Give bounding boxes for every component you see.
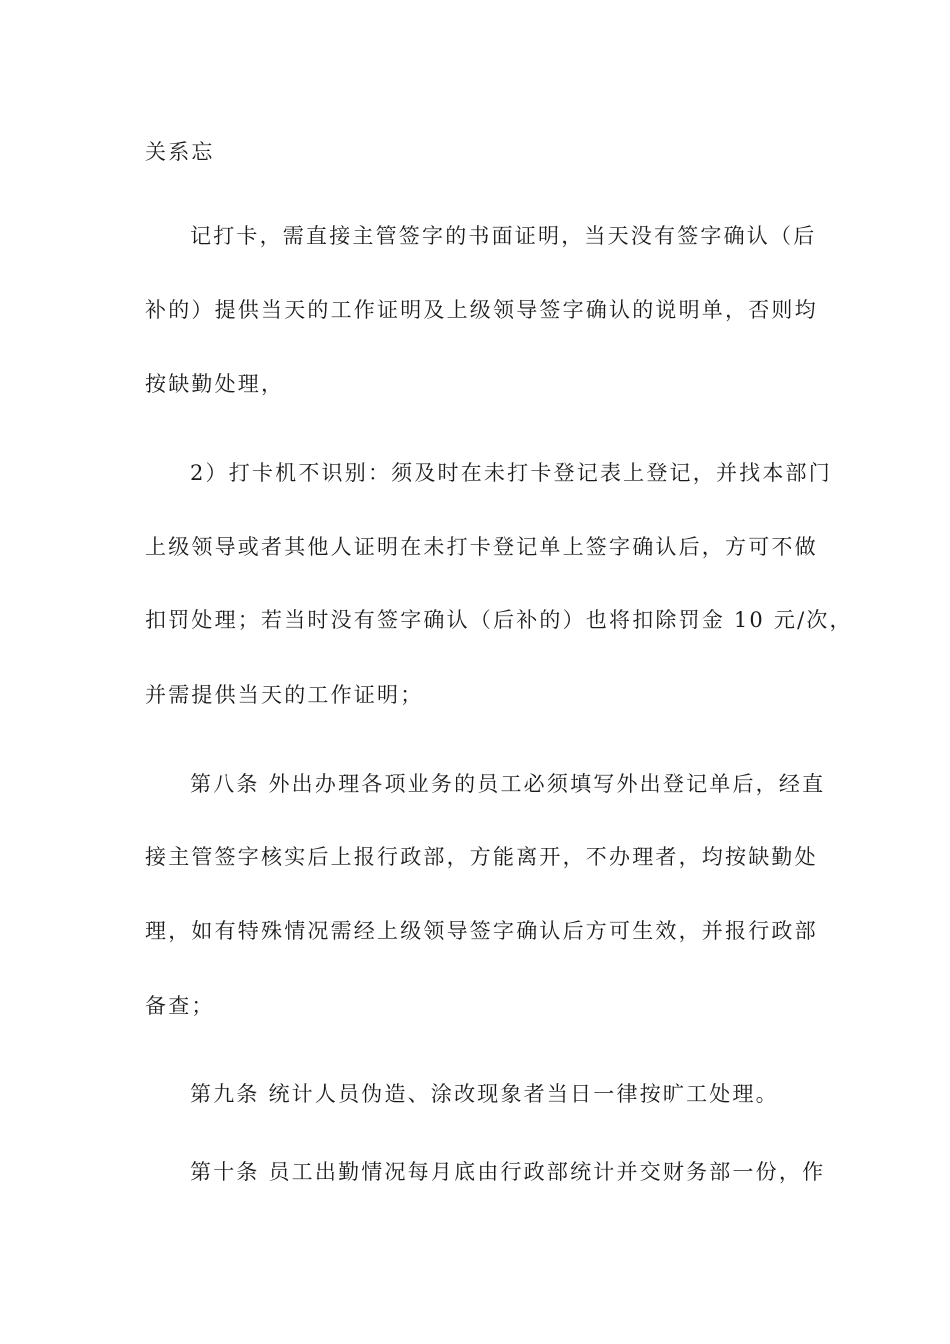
text-line: 补的）提供当天的工作证明及上级领导签字确认的说明单，否则均 [145,298,818,322]
text-line: 第九条 统计人员伪造、涂改现象者当日一律按旷工处理。 [190,1082,779,1106]
text-line: 备查； [145,994,215,1018]
text-line: 记打卡，需直接主管签字的书面证明，当天没有签字确认（后 [190,224,817,248]
text-line: 上级领导或者其他人证明在未打卡登记单上签字确认后，方可不做 [145,535,818,559]
text-line: 按缺勤处理， [145,372,285,396]
text-line: 扣罚处理；若当时没有签字确认（后补的）也将扣除罚金 10 元/次， [145,608,853,632]
text-line: 2）打卡机不识别：须及时在未打卡登记表上登记，并找本部门 [190,461,832,485]
text-line: 第十条 员工出勤情况每月底由行政部统计并交财务部一份，作 [190,1160,826,1184]
text-line: 理，如有特殊情况需经上级领导签字确认后方可生效，并报行政部 [145,919,818,943]
text-line: 第八条 外出办理各项业务的员工必须填写外出登记单后，经直 [190,772,826,796]
text-line: 关系忘 [145,140,215,164]
text-line: 接主管签字核实后上报行政部，方能离开，不办理者，均按缺勤处 [145,845,818,869]
text-line: 并需提供当天的工作证明； [145,683,424,707]
